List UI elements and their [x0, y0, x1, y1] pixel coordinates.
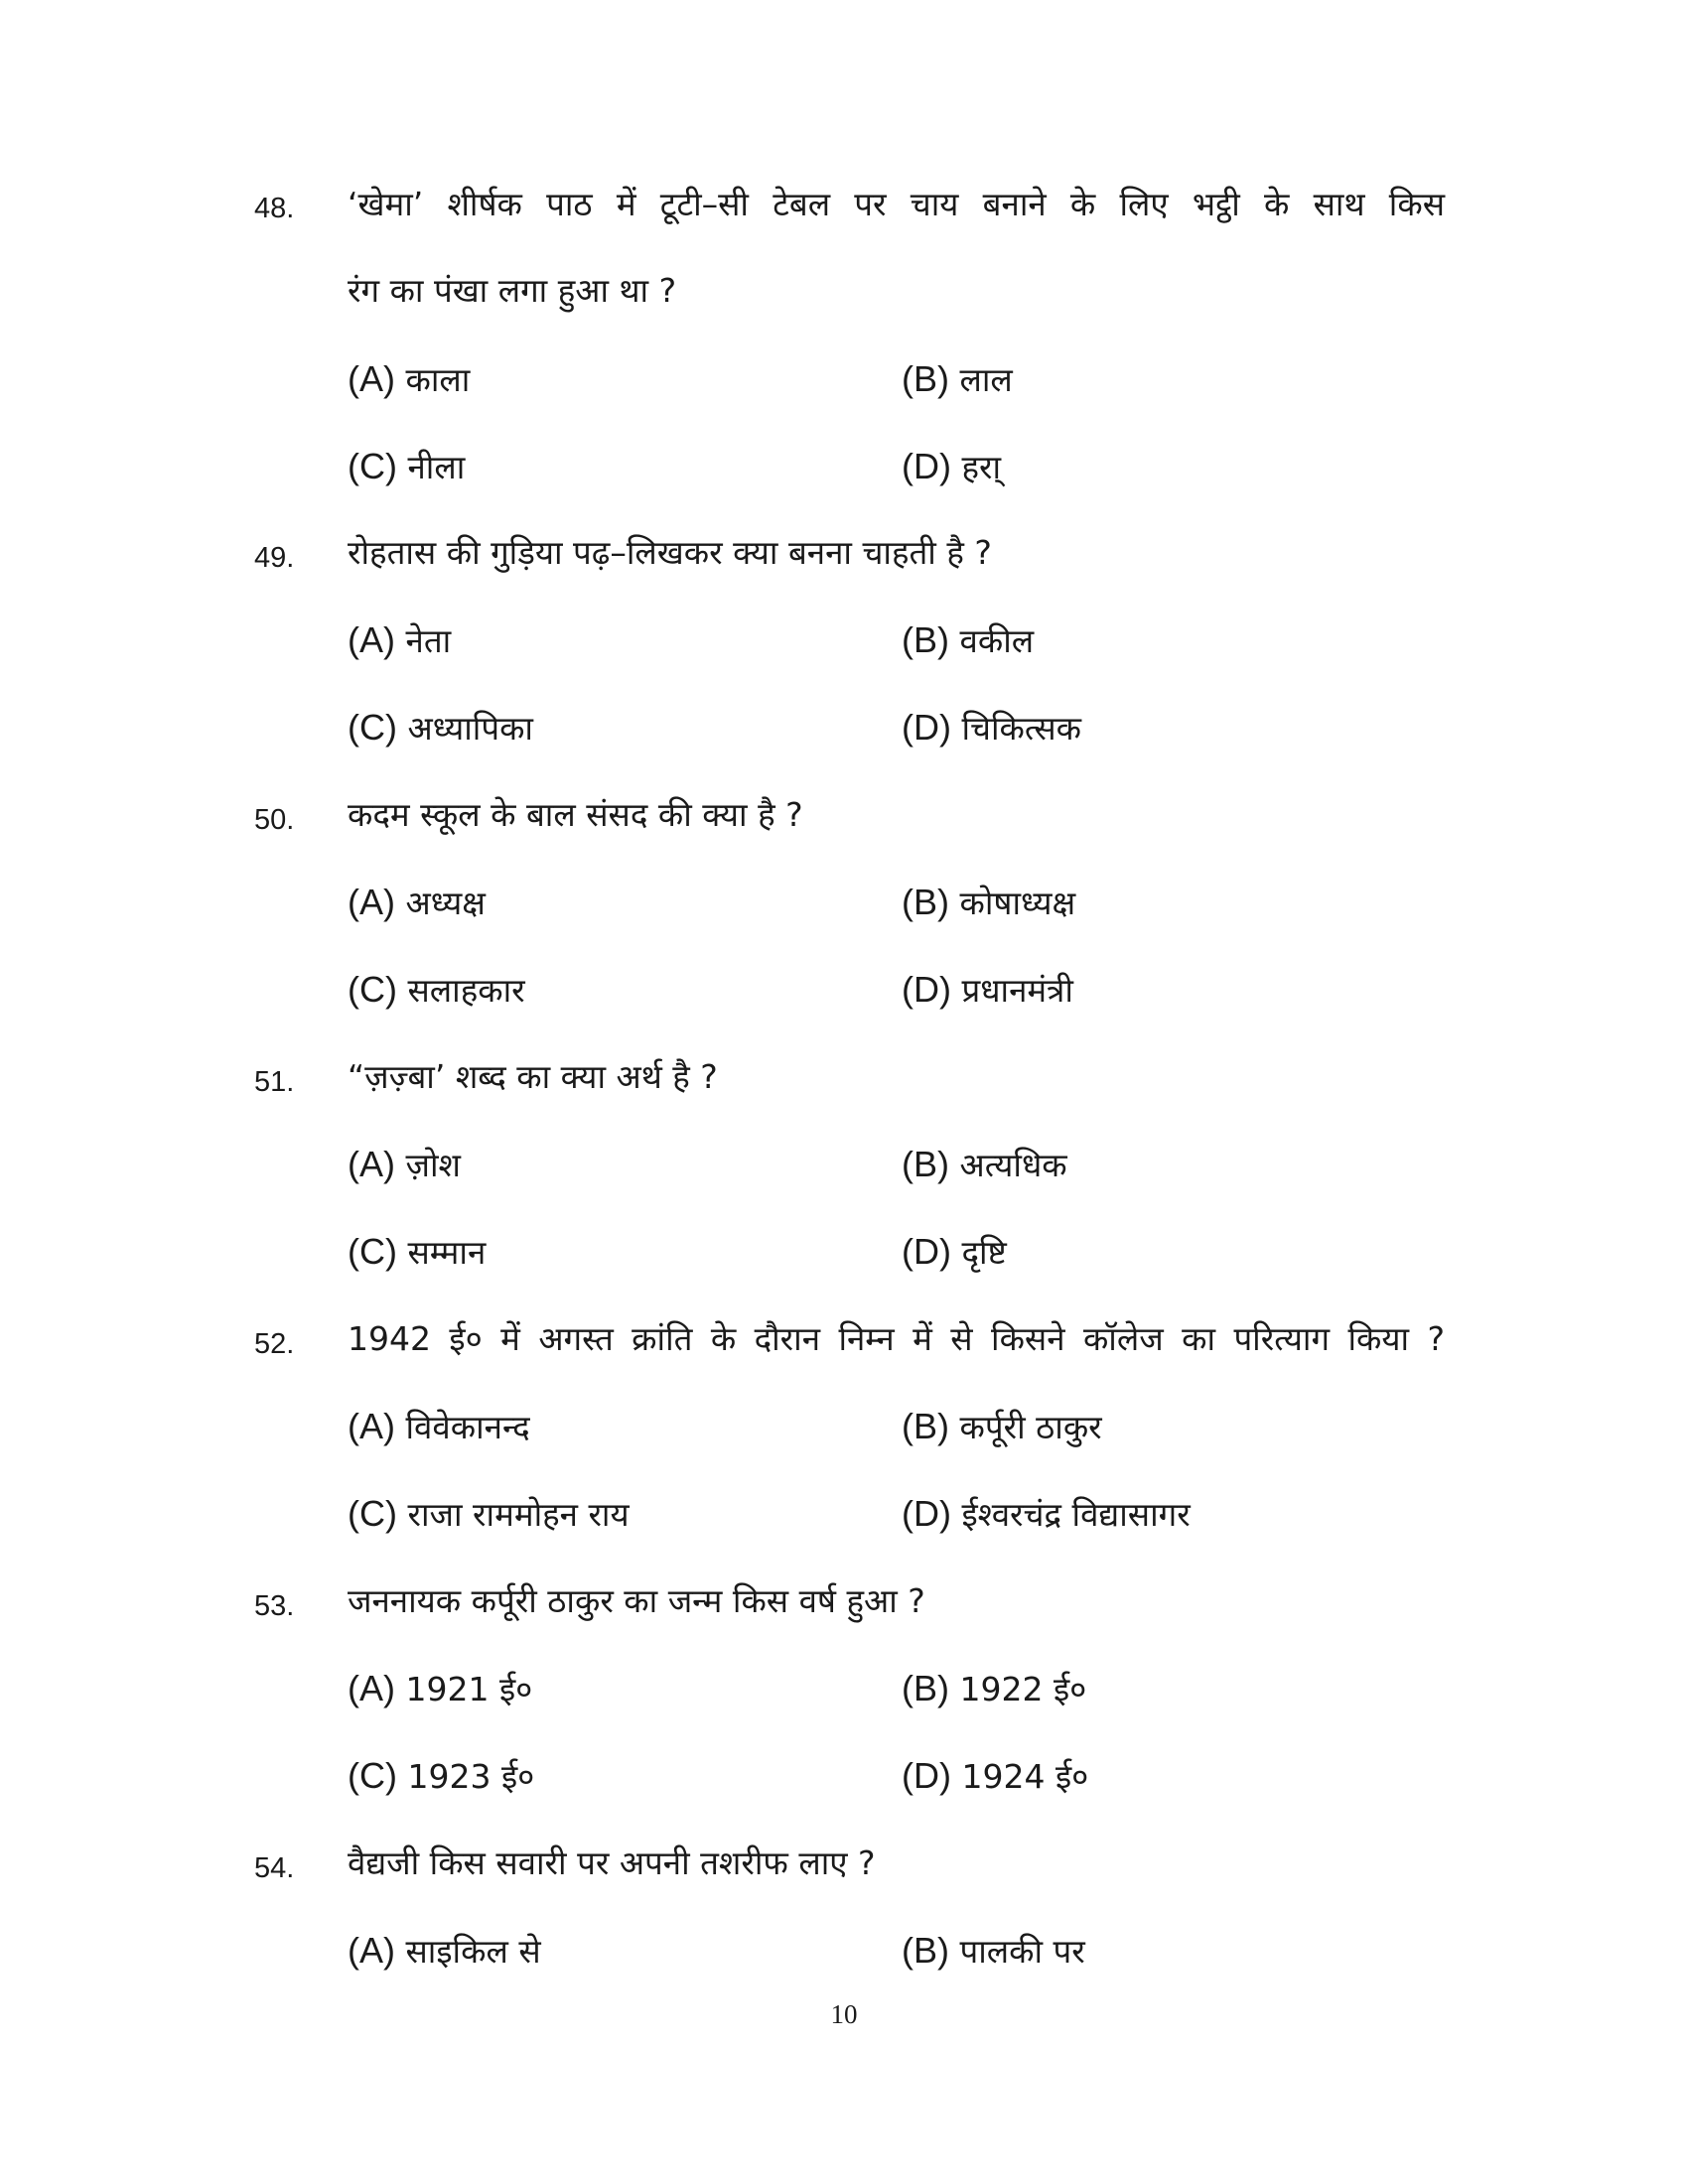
option-letter: (D) — [902, 1231, 951, 1272]
question-text-line1: “ज़ज़्बा’ शब्द का क्या अर्थ है ? — [348, 1057, 718, 1096]
option-d — [902, 708, 1081, 748]
option-b — [902, 1407, 1102, 1446]
option-letter: (A) — [348, 619, 395, 660]
option-c — [348, 1232, 486, 1272]
option-b — [902, 359, 1013, 399]
option-a — [348, 1145, 461, 1184]
question-number: 48. — [254, 193, 295, 224]
option-text: हरा् — [961, 448, 1002, 486]
question-number: 54. — [254, 1852, 295, 1884]
option-letter: (D) — [902, 1493, 951, 1534]
option-d — [902, 1494, 1191, 1534]
option-letter: (B) — [902, 358, 949, 399]
option-letter: (A) — [348, 882, 395, 922]
option-letter: (C) — [348, 969, 397, 1010]
question-number: 50. — [254, 804, 295, 836]
option-letter: (A) — [348, 1144, 395, 1184]
option-b — [902, 1669, 1086, 1708]
option-c — [348, 708, 533, 748]
option-text: अत्यधिक — [959, 1146, 1067, 1184]
option-a — [348, 1669, 532, 1708]
question-text-line1: वैद्यजी किस सवारी पर अपनी तशरीफ लाए ? — [348, 1843, 876, 1882]
option-text: ज़ोश — [405, 1146, 461, 1184]
option-letter: (B) — [902, 1406, 949, 1446]
option-text: 1921 ई० — [405, 1670, 533, 1708]
option-b — [902, 1931, 1085, 1971]
question-number: 51. — [254, 1066, 295, 1098]
option-letter: (C) — [348, 707, 397, 748]
question-number: 52. — [254, 1328, 295, 1360]
option-text: सलाहकार — [407, 971, 525, 1010]
option-text: वकील — [959, 621, 1035, 660]
option-letter: (C) — [348, 1755, 397, 1796]
option-a — [348, 620, 451, 660]
option-text: राजा राममोहन राय — [407, 1495, 630, 1534]
question-text-line1: ‘खेमा’ शीर्षक पाठ में टूटी–सी टेबल पर चाय बनाने के लिए भट्ठी के साथ किस — [348, 185, 1445, 223]
option-letter: (B) — [902, 1930, 949, 1971]
option-text: दृष्टि — [961, 1233, 1007, 1272]
option-letter: (B) — [902, 1144, 949, 1184]
option-c — [348, 1494, 630, 1534]
option-text: ईश्वरचंद्र विद्यासागर — [961, 1495, 1191, 1534]
option-a — [348, 1407, 530, 1446]
option-text: नेता — [405, 621, 452, 660]
question-text-line1: 1942 ई० में अगस्त क्रांति के दौरान निम्न में से किसने कॉलेज का परित्याग किया ? — [348, 1319, 1445, 1358]
option-text: विवेकानन्द — [405, 1408, 530, 1446]
option-text: नीला — [407, 448, 466, 486]
option-text: लाल — [959, 360, 1013, 399]
option-text: सम्मान — [407, 1233, 487, 1272]
question-number: 49. — [254, 542, 295, 574]
option-text: कोषाध्यक्ष — [959, 884, 1076, 922]
option-text: 1924 ई० — [961, 1757, 1089, 1796]
option-d — [902, 447, 1001, 486]
page-number: 10 — [830, 1999, 858, 2029]
option-text: काला — [405, 360, 471, 399]
option-letter: (D) — [902, 1755, 951, 1796]
option-letter: (B) — [902, 619, 949, 660]
option-letter: (A) — [348, 1668, 395, 1708]
option-b — [902, 620, 1034, 660]
option-text: चिकित्सक — [961, 709, 1081, 748]
option-letter: (A) — [348, 1930, 395, 1971]
option-d — [902, 970, 1073, 1010]
option-letter: (D) — [902, 969, 951, 1010]
question-text-line1: रोहतास की गुड़िया पढ़–लिखकर क्या बनना चाहती है ? — [348, 533, 992, 572]
option-a — [348, 359, 470, 399]
option-text: पालकी पर — [959, 1932, 1085, 1971]
option-letter: (A) — [348, 358, 395, 399]
option-letter: (A) — [348, 1406, 395, 1446]
question-number: 53. — [254, 1590, 295, 1622]
option-c — [348, 970, 525, 1010]
option-text: साइकिल से — [405, 1932, 541, 1971]
option-letter: (B) — [902, 1668, 949, 1708]
option-text: 1922 ई० — [959, 1670, 1087, 1708]
option-a — [348, 1931, 541, 1971]
option-letter: (B) — [902, 882, 949, 922]
option-a — [348, 883, 486, 922]
question-text-line1: जननायक कर्पूरी ठाकुर का जन्म किस वर्ष हुआ ? — [348, 1581, 925, 1620]
option-b — [902, 1145, 1067, 1184]
question-text-line1: कदम स्कूल के बाल संसद की क्या है ? — [348, 795, 803, 834]
option-d — [902, 1232, 1007, 1272]
option-letter: (C) — [348, 446, 397, 486]
option-text: प्रधानमंत्री — [961, 971, 1073, 1010]
option-text: कर्पूरी ठाकुर — [959, 1408, 1102, 1446]
option-c — [348, 1756, 534, 1796]
option-letter: (C) — [348, 1493, 397, 1534]
option-text: अध्यापिका — [407, 709, 533, 748]
option-letter: (D) — [902, 446, 951, 486]
option-text: 1923 ई० — [407, 1757, 535, 1796]
option-c — [348, 447, 465, 486]
option-d — [902, 1756, 1088, 1796]
option-letter: (D) — [902, 707, 951, 748]
question-text-line2: रंग का पंखा लगा हुआ था ? — [348, 271, 677, 310]
option-text: अध्यक्ष — [405, 884, 486, 922]
option-letter: (C) — [348, 1231, 397, 1272]
option-b — [902, 883, 1075, 922]
